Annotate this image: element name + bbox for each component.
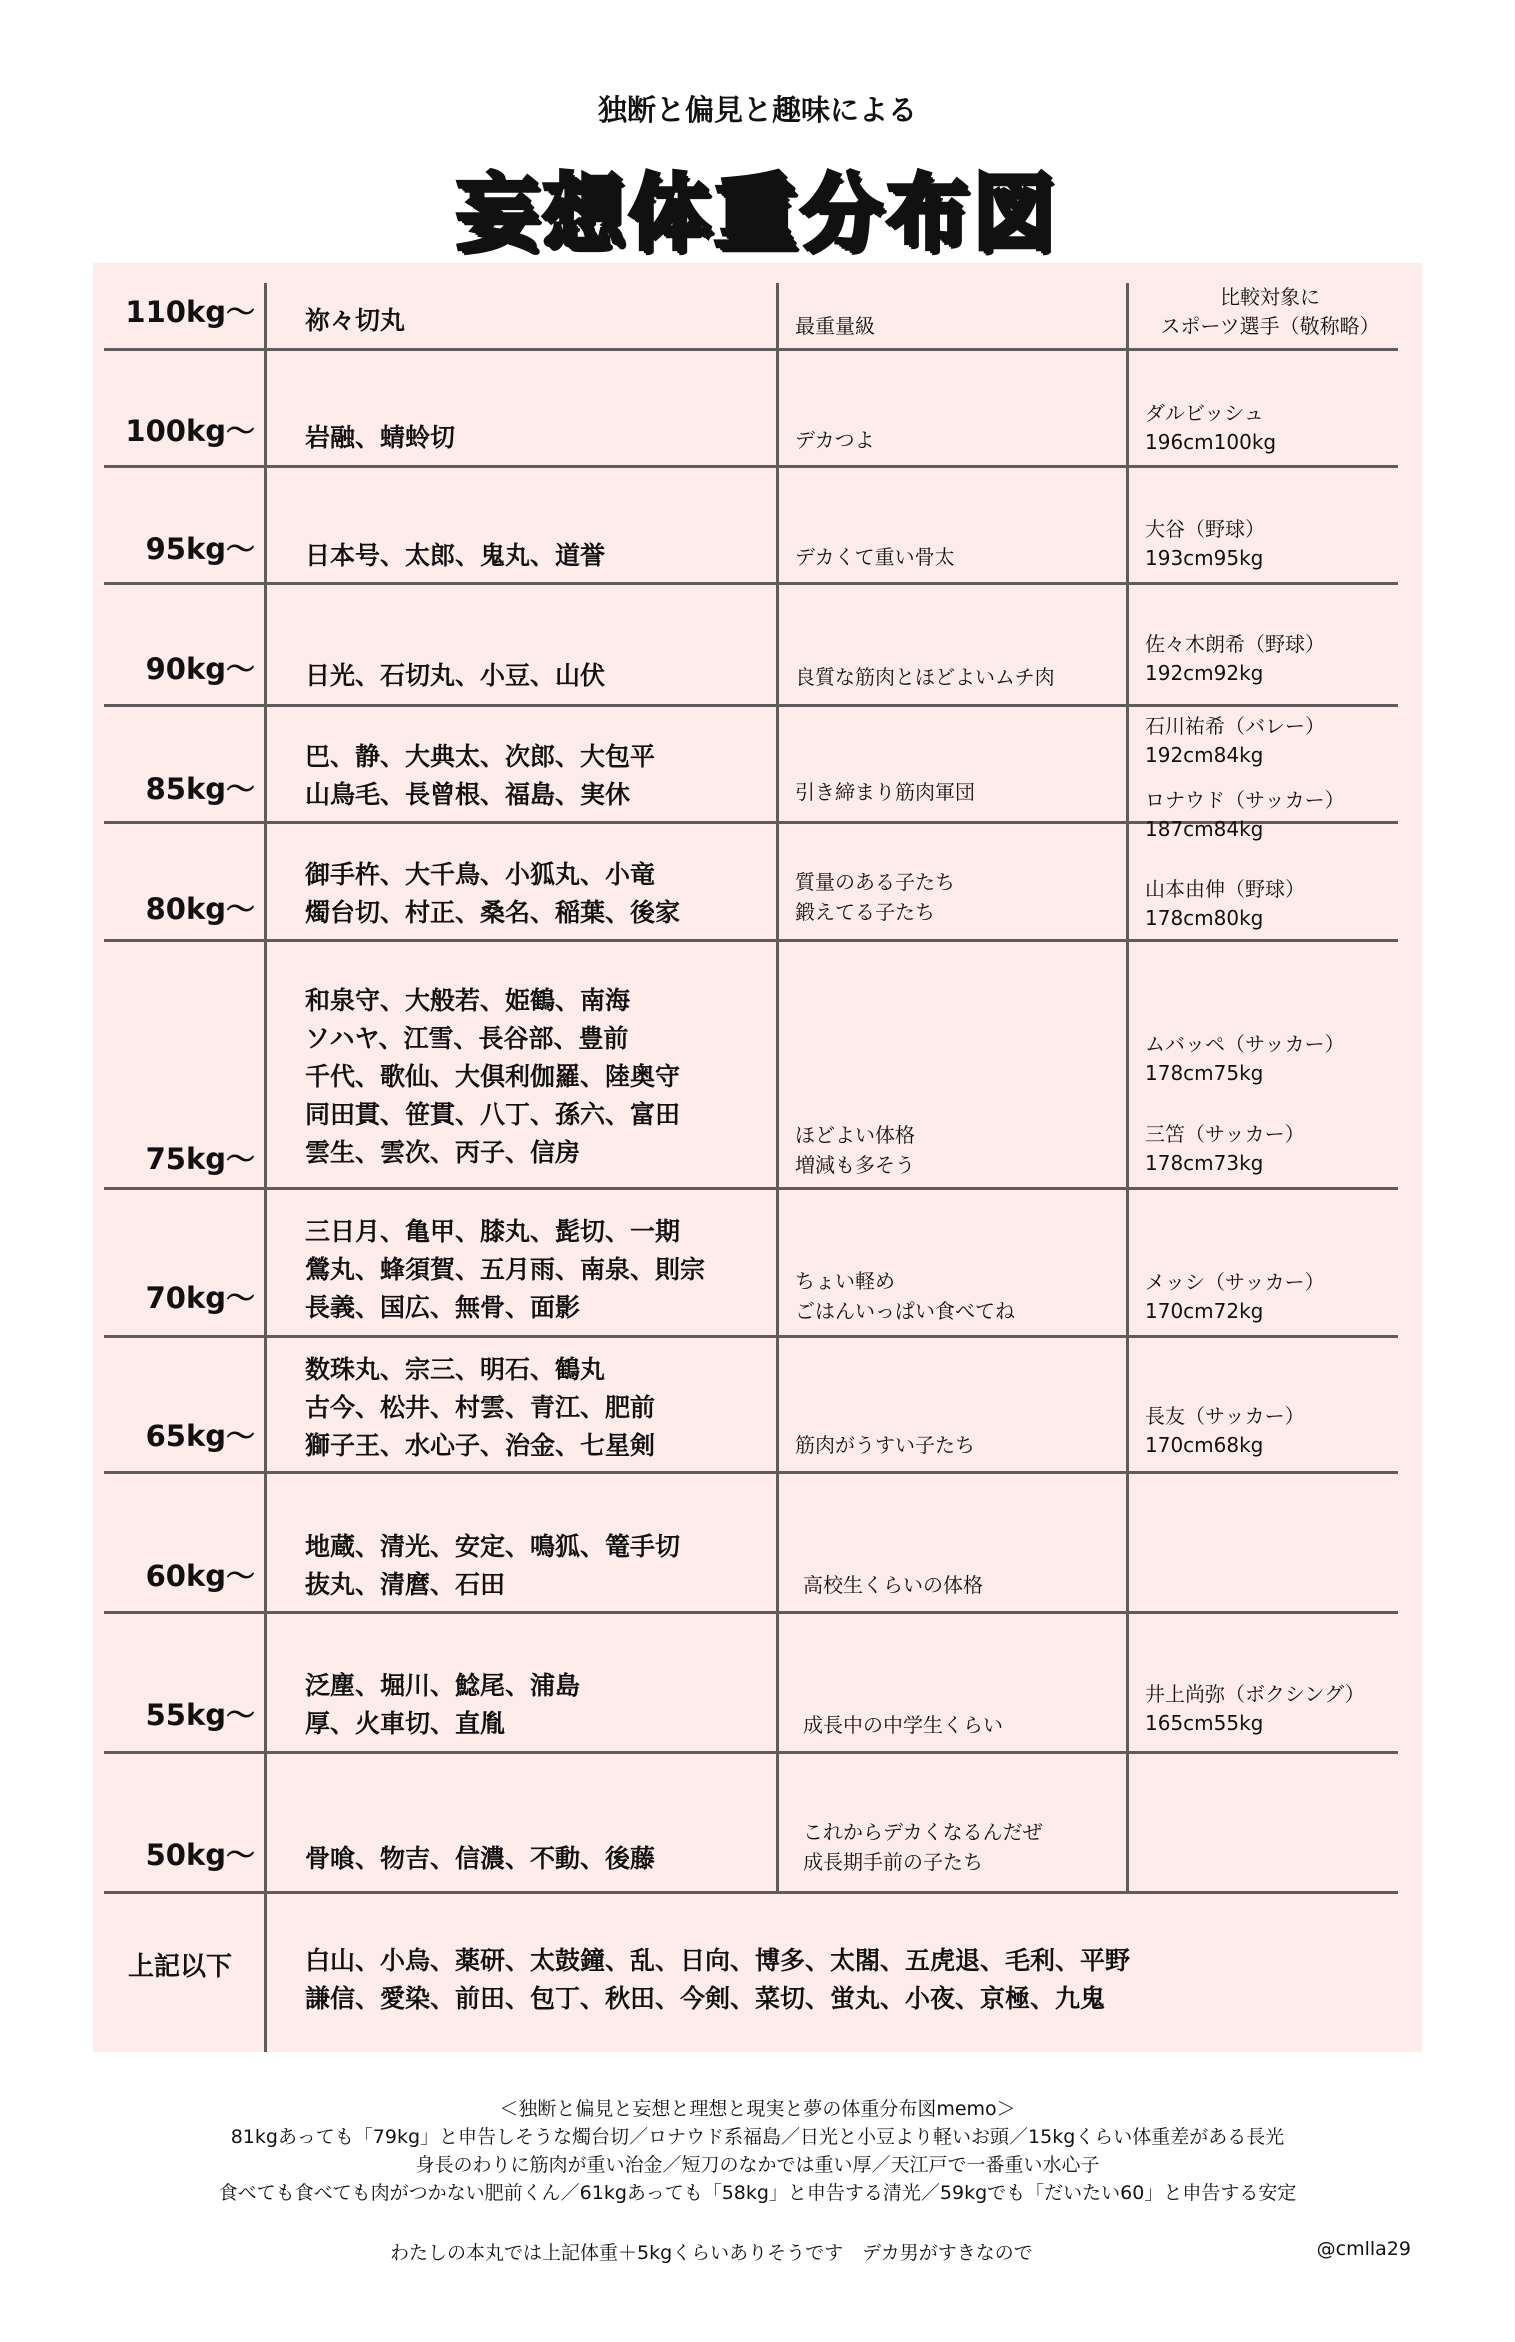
names-cell: 巴、静、大典太、次郎、大包平 山鳥毛、長曾根、福島、実休 [305,742,656,809]
weight-label: 50kg〜 [145,1838,255,1872]
athletes-cell: メッシ（サッカー） 170cm72kg [1145,1270,1325,1323]
weight-label: 80kg〜 [145,892,255,926]
names-cell: 岩融、蜻蛉切 [305,423,456,452]
weight-label: 75kg〜 [145,1142,255,1176]
desc-cell: デカつよ [795,428,875,452]
names-cell: 骨喰、物吉、信濃、不動、後藤 [305,1844,656,1873]
grid-hline [104,1335,1398,1338]
memo-block [0,2095,1515,2207]
below-label: 上記以下 [127,1952,232,1982]
desc-cell: 筋肉がうすい子たち [795,1433,975,1457]
header-description: 最重量級 [795,314,875,338]
header-athletes: 比較対象に スポーツ選手（敬称略） [1160,285,1380,338]
athletes-cell: 山本由伸（野球） 178cm80kg [1145,877,1305,930]
grid-hline [104,1611,1398,1614]
desc-cell: 高校生くらいの体格 [803,1573,983,1597]
grid-hline [104,1187,1398,1190]
memo-title: ＜独断と偏見と妄想と理想と現実と夢の体重分布図memo＞ [499,2098,1016,2120]
subtitle: 独断と偏見と趣味による [597,93,917,127]
page-title: 妄想体重分布図 [456,166,1059,261]
memo-line: 食べても食べても肉がつかない肥前くん／61kgあっても「58kg」と申告する清光／59kgでも「だいたい60」と申告する安定 [218,2182,1297,2204]
weight-label: 70kg〜 [145,1281,255,1315]
desc-cell: ちょい軽め ごはんいっぱい食べてね [795,1269,1015,1323]
weight-label: 95kg〜 [145,532,255,566]
weight-label: 65kg〜 [145,1419,255,1453]
grid-hline [104,582,1398,585]
desc-cell: 質量のある子たち 鍛えてる子たち [795,870,955,924]
athletes-cell: 長友（サッカー） 170cm68kg [1145,1404,1305,1457]
memo-line: 身長のわりに筋肉が重い治金／短刀のなかでは重い厚／天江戸で一番重い水心子 [415,2154,1100,2176]
desc-cell: 引き締まり筋肉軍団 [795,780,975,804]
weight-label: 110kg〜 [125,295,255,329]
grid-hline [104,348,1398,351]
footer-note: わたしの本丸では上記体重＋5kgくらいありそうです デカ男がすきなので [390,2242,1033,2264]
weight-label: 90kg〜 [145,652,255,686]
memo-line: 81kgあっても「79kg」と申告しそうな燭台切／ロナウド系福島／日光と小豆より軽いお頭／15kgくらい体重差がある長光 [230,2126,1285,2148]
desc-cell: 成長中の中学生くらい [803,1713,1003,1737]
names-cell: 御手杵、大千鳥、小狐丸、小竜 燭台切、村正、桑名、稲葉、後家 [305,860,681,927]
names-cell: 祢々切丸 [305,306,406,335]
names-cell: 日光、石切丸、小豆、山伏 [305,661,606,690]
below-names: 白山、小烏、薬研、太鼓鐘、乱、日向、博多、太閤、五虎退、毛利、平野 謙信、愛染、前田、包丁、秋田、今剣、菜切、蛍丸、小夜、京極、九鬼 [305,1946,1131,2013]
author-handle: @cmlla29 [1316,2238,1411,2260]
weight-label: 85kg〜 [145,772,255,806]
names-cell: 泛塵、堀川、鯰尾、浦島 厚、火車切、直胤 [305,1671,581,1738]
grid-hline [104,939,1398,942]
names-cell: 和泉守、大般若、姫鶴、南海 ソハヤ、江雪、長谷部、豊前 千代、歌仙、大倶利伽羅、陸奥守 同田貫、笹貫、八丁、孫六、富田 雲生、雲次、丙子、信房 [305,986,681,1167]
desc-cell: デカくて重い骨太 [795,545,955,569]
grid-hline [104,465,1398,468]
athletes-cell: 井上尚弥（ボクシング） 165cm55kg [1145,1682,1365,1735]
grid-vline-desc [776,283,779,1892]
grid-hline [104,1891,1398,1894]
athletes-cell: 大谷（野球） 193cm95kg [1145,517,1265,570]
desc-cell: これからデカくなるんだぜ 成長期手前の子たち [803,1820,1043,1874]
grid-hline [104,1751,1398,1754]
desc-cell: ほどよい体格 増減も多そう [795,1123,915,1177]
athletes-cell: 石川祐希（バレー） 192cm84kg ロナウド（サッカー） 187cm84kg [1145,714,1345,841]
names-cell: 地蔵、清光、安定、鳴狐、篭手切 抜丸、清麿、石田 [305,1532,681,1599]
names-cell: 数珠丸、宗三、明石、鶴丸 古今、松井、村雲、青江、肥前 獅子王、水心子、治金、七星剣 [305,1355,656,1460]
desc-cell: 良質な筋肉とほどよいムチ肉 [795,665,1055,689]
weight-label: 55kg〜 [145,1698,255,1732]
names-cell: 三日月、亀甲、膝丸、髭切、一期 鶯丸、蜂須賀、五月雨、南泉、則宗 長義、国広、無骨、面影 [305,1217,706,1322]
athletes-cell: ムバッペ（サッカー） 178cm75kg 三笘（サッカー） 178cm73kg [1145,1032,1345,1175]
weight-label: 100kg〜 [125,414,255,448]
names-cell: 日本号、太郎、鬼丸、道誉 [305,541,606,570]
grid-vline-weight [264,283,267,2052]
grid-hline [104,1471,1398,1474]
athletes-cell: 佐々木朗希（野球） 192cm92kg [1145,632,1325,685]
grid-hline [104,704,1398,707]
grid-vline-athletes [1126,283,1129,1892]
athletes-cell: ダルビッシュ 196cm100kg [1145,401,1277,454]
weight-label: 60kg〜 [145,1559,255,1593]
